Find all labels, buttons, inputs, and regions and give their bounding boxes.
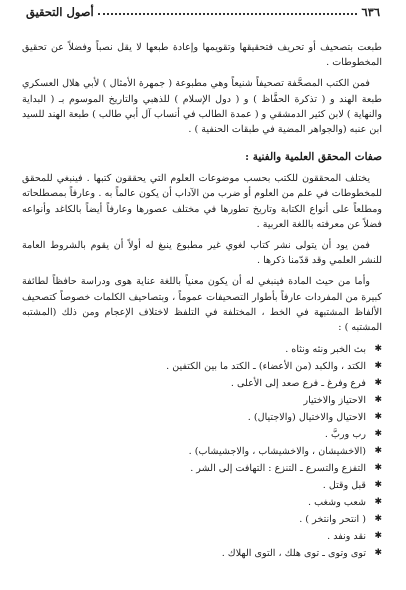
paragraph-1: طبعت بتصحيف أو تحريف فتحقيقها وتقويمها وإعادة طبعها لا يقل نصباً وفضلاً عن تحقيق المخطوطات . [22, 42, 382, 69]
list-item: ✱ التفزع والتسرع ـ التنزع : التهافت إلى الشر . [22, 460, 382, 477]
list-item: ✱ الكتد ، والكبد (من الأعضاء) ـ الكتد ما بين الكتفين . [22, 358, 382, 375]
bullet-icon: ✱ [374, 446, 382, 457]
bullet-icon: ✱ [374, 531, 382, 542]
paragraph-2: فمن الكتب المصحَّفة تصحيفاً شنيعاً وهي مطبوعة ( جمهرة الأمثال ) لأبي هلال العسكري طبعة الهند و ( تذكرة الحفَّاظ ) و ( دول الإسلام ) للذهبي والتاريخ الموسوم بـ ( البداية والنهاية ) لابن كثير الدمشقي و ( عمدة الطالب في أنساب آل أبي طالب ) طبعة الهند للسيد ابن عنبه (والجواهر المضية في طبقات الحنفية ) . [22, 78, 382, 136]
list-item: ✱ نقد ونفد . [22, 528, 382, 545]
bullet-icon: ✱ [374, 497, 382, 508]
header-dotted-leader [98, 13, 358, 15]
bullet-icon: ✱ [374, 429, 382, 440]
bullet-icon: ✱ [374, 361, 382, 372]
page-header [26, 2, 380, 22]
paragraph-4: فمن يود أن يتولى نشر كتاب لغوي غير مطبوع ينبغ له أولاً أن يقوم بالشروط العامة للنشر العلمي وقد قدّمنا ذكرها . [22, 240, 382, 267]
list-item: ✱ توى وتوى ـ توى هلك ، التوى الهلاك . [22, 545, 382, 562]
list-item: ✱ الاحتياز والاختيار [22, 392, 382, 409]
bullet-icon: ✱ [374, 480, 382, 491]
bullet-icon: ✱ [374, 412, 382, 423]
bullet-icon: ✱ [374, 514, 382, 525]
page-body [22, 40, 382, 562]
list-item: ✱ فرع وفرغ ـ فرع صعد إلى الأعلى . [22, 375, 382, 392]
list-item: ✱ (الاخشيشان ، والاخشيشاب ، والاجشيشاب) . [22, 443, 382, 460]
paragraph-3: يختلف المحققون للكتب بحسب موضوعات العلوم التي يحققون كتبها . فينبغي للمحقق للمخطوطات في علم من العلوم أو ضرب من الآداب أن يكون عالماً به . وعارفاً بمصطلحاته ومطلعاً على أنواع الكتابة وتاريخ تطورها في مختلف عصورها وعارفاً أيضاً بالكاغد وأنواعه فضلاً عن معرفته باللغة العربية . [22, 173, 382, 230]
list-item: ✱ شعب وشغب . [22, 494, 382, 511]
list-item: ✱ ( انتحر وانتخر ) . [22, 511, 382, 528]
list-item: ✱ رب وربَّ . [22, 426, 382, 443]
list-item: ✱ بث الخبر ونثه ونثاه . [22, 341, 382, 358]
bullet-icon: ✱ [374, 463, 382, 474]
list-item: ✱ الاحتيال والاختيال (والاجتيال) . [22, 409, 382, 426]
bullet-icon: ✱ [374, 395, 382, 406]
paragraph-5: وأما من حيث المادة فينبغي له أن يكون معنياً باللغة عناية هوى ودراسة حافظاً لطائفة كبيرة من المفردات عارفاً بأطوار التصحيفات عموماً ، وبتصاحيف الكلمات خصوصاً كتصحيف الألفاظ المشتبهة في الخط ، المختلفة في التلفظ لاختلاف الإعجام ومن ذلك (المشتبه المشتبه ) : [22, 276, 382, 334]
bullet-icon: ✱ [374, 548, 382, 559]
page-number: ٦٣٦ [361, 5, 380, 19]
running-title: أصول التحقيق [26, 5, 94, 19]
examples-list [22, 341, 382, 562]
bullet-icon: ✱ [374, 344, 382, 355]
section-heading: صفات المحقق العلمية والفنية : [245, 151, 382, 164]
bullet-icon: ✱ [374, 378, 382, 389]
list-item: ✱ قبل وقتل . [22, 477, 382, 494]
